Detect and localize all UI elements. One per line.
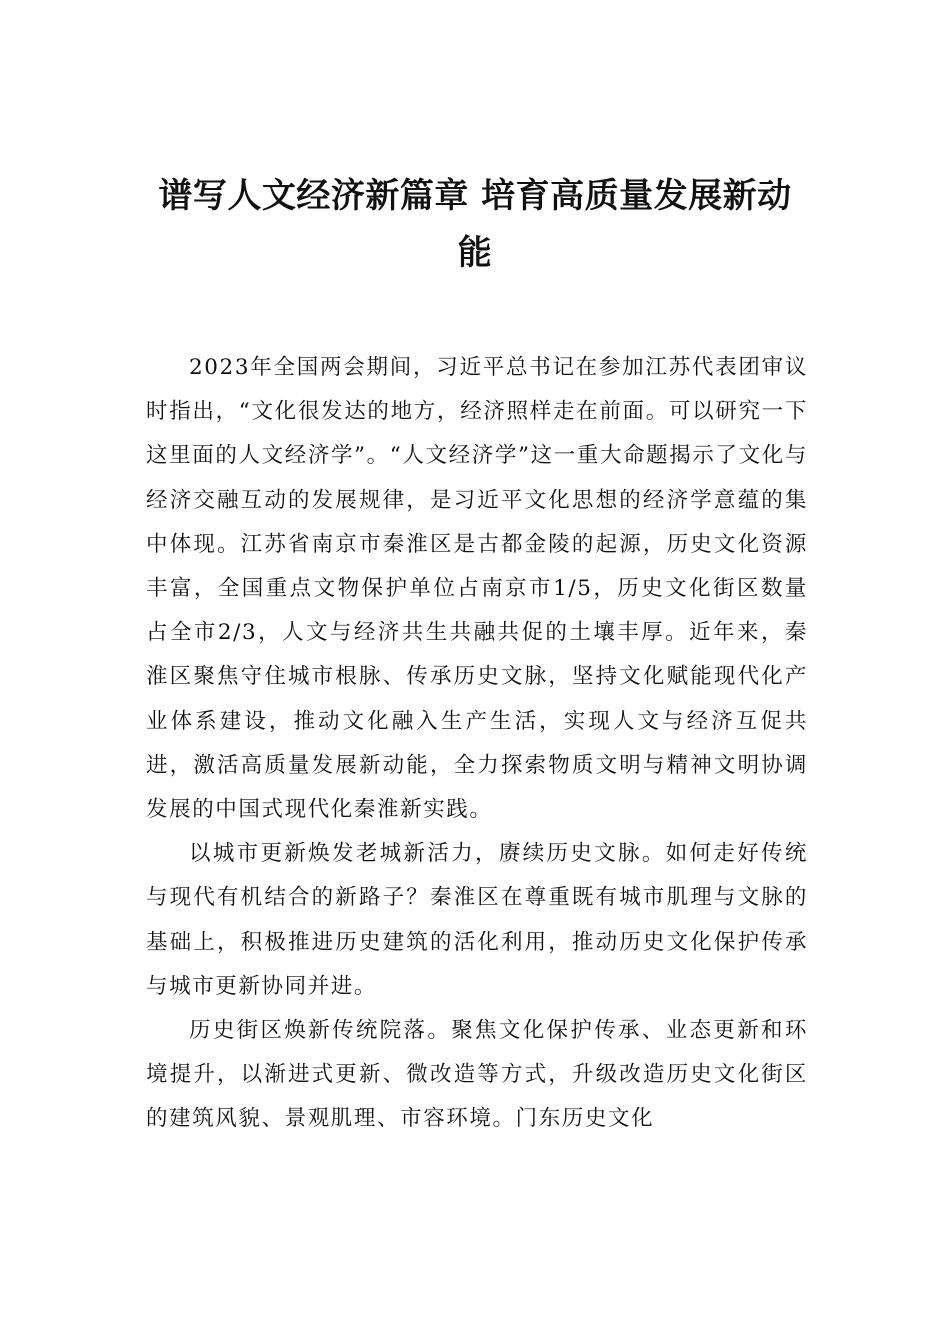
paragraph-2: 以城市更新焕发老城新活力，赓续历史文脉。如何走好传统与现代有机结合的新路子？秦淮区在尊重既有城市肌理与文脉的基础上，积极推进历史建筑的活化利用，推动历史文化保护传承与城市更新协同并进。 — [146, 841, 808, 999]
paragraph-3: 历史街区焕新传统院落。聚焦文化保护传承、业态更新和环境提升，以渐进式更新、微改造等方式，升级改造历史文化街区的建筑风貌、景观肌理、市容环境。门东历史文化 — [146, 1018, 808, 1132]
document-body — [146, 346, 808, 1142]
paragraph-1: 2023年全国两会期间，习近平总书记在参加江苏代表团审议时指出，“文化很发达的地方，经济照样走在前面。可以研究一下这里面的人文经济学”。“人文经济学”这一重大命题揭示了文化与经济交融互动的发展规律，是习近平文化思想的经济学意蕴的集中体现。江苏省南京市秦淮区是古都金陵的起源，历史文化资源丰富，全国重点文物保护单位占南京市1/5，历史文化街区数量占全市2/3，人文与经济共生共融共促的土壤丰厚。近年来，秦淮区聚焦守住城市根脉、传承历史文脉，坚持文化赋能现代化产业体系建设，推动文化融入生产生活，实现人文与经济互促共进，激活高质量发展新动能，全力探索物质文明与精神文明协调发展的中国式现代化秦淮新实践。 — [146, 355, 808, 823]
document-title: 谱写人文经济新篇章 培育高质量发展新动能 — [158, 176, 792, 273]
